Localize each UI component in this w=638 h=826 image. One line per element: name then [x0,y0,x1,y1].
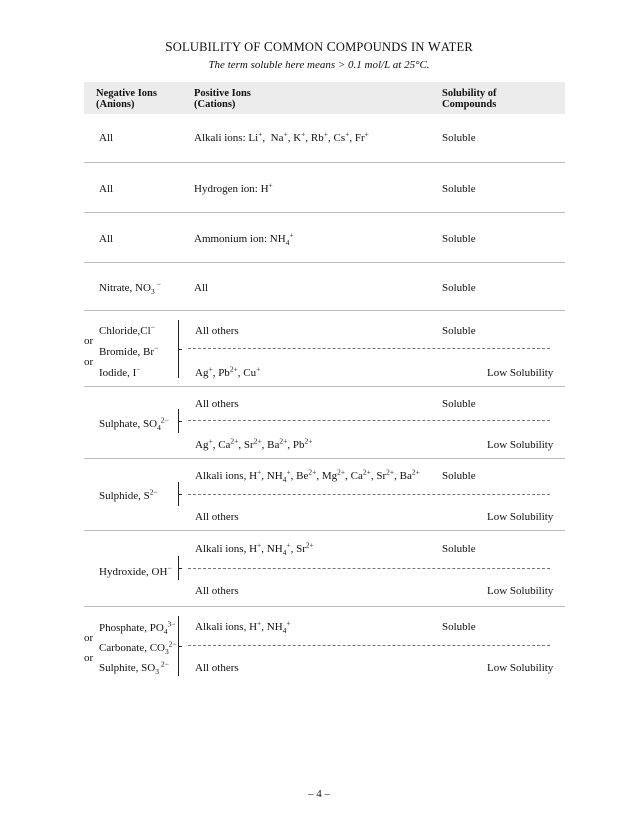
cation-cell: Alkali ions, H+, $NH_4^+$, $Be^{2+}$, $Mg^{2+}$, $Ca^{2+}$, $Sr^{2+}$, $Ba^{2+}$ [195,467,420,485]
cation-cell: All others [195,662,239,674]
solubility-cell: Soluble [442,543,476,555]
brace [178,320,185,378]
row-divider [84,606,565,607]
solubility-cell: Soluble [442,183,476,195]
dashed-divider [188,420,550,421]
brace [178,482,185,506]
dashed-divider [188,494,550,495]
anion-cell: Bromide, Br− [99,343,159,358]
cation-cell: Ag+, $Ca^{2+}$, $Sr^{2+}$, $Ba^{2+}$, $Pb^{2+}$ [195,436,313,451]
cation-cell: All others [195,325,239,337]
page-title: SOLUBILITY OF COMMON COMPOUNDS IN WATER [165,39,473,54]
anion-cell: Nitrate, $NO_3$ − [99,279,161,297]
row-divider [84,530,565,531]
row-divider [84,386,565,387]
anion-cell: All [99,183,114,195]
solubility-cell: Low Solubility [487,585,554,597]
anion-cell: Iodide, I− [99,364,141,379]
row-divider [84,212,565,213]
cation-cell: Alkali ions: Li+, Na+, K+, Rb+, Cs+, Fr+ [194,129,369,144]
cation-cell: Alkali ions, H+, $NH_4^+$, $Sr^{2+}$ [195,540,314,558]
anion-cell: Phosphate, $PO_4^{3-}$ [99,619,176,637]
cation-cell: All others [195,398,239,410]
solubility-cell: Low Solubility [487,367,554,379]
solubility-cell: Soluble [442,470,476,482]
anion-cell: Sulphate, $SO_4^{2-}$ [99,415,169,433]
header-solubility: Solubility of Compounds [442,88,497,110]
header-positive-ions: Positive Ions (Cations) [194,88,251,110]
anion-cell: Sulphite, $SO_3$ $^{2-}$ [99,659,169,677]
solubility-cell: Soluble [442,282,476,294]
cation-cell: All others [195,585,239,597]
solubility-cell: Low Solubility [487,439,554,451]
brace [178,556,185,580]
cation-cell: Ammonium ion: $NH_4^+$ [194,230,294,248]
row-divider [84,458,565,459]
solubility-cell: Soluble [442,132,476,144]
dashed-divider [188,568,550,569]
cation-cell: Alkali ions, H+, $NH_4^+$ [195,618,291,636]
solubility-cell: Soluble [442,233,476,245]
row-divider [84,310,565,311]
cation-cell: Hydrogen ion: H+ [194,180,273,195]
or-label: or [84,652,94,664]
row-divider [84,262,565,263]
solubility-cell: Soluble [442,621,476,633]
cation-cell: Ag+, $Pb^{2+}$, Cu+ [195,364,261,379]
or-label: or [84,356,94,368]
solubility-cell: Low Solubility [487,662,554,674]
anion-cell: Hydroxide, OH− [99,563,172,578]
dashed-divider [188,645,550,646]
solubility-cell: Soluble [442,398,476,410]
brace [178,409,185,433]
page-subtitle: The term soluble here means > 0.1 mol/L at 25°C. [208,59,430,71]
cation-cell: All others [195,511,239,523]
anion-cell: All [99,132,114,144]
or-label: or [84,335,94,347]
anion-cell: Sulphide, $S^{2-}$ [99,487,158,502]
brace [178,616,185,676]
anion-cell: Carbonate, $CO_3^{2-}$ [99,639,177,657]
page-number: – 4 – [308,788,330,800]
anion-cell: Chloride,Cl− [99,322,155,337]
or-label: or [84,632,94,644]
solubility-cell: Soluble [442,325,476,337]
solubility-cell: Low Solubility [487,511,554,523]
row-divider [84,162,565,163]
dashed-divider [188,348,550,349]
header-negative-ions: Negative Ions (Anions) [96,88,157,110]
cation-cell: All [194,282,209,294]
anion-cell: All [99,233,114,245]
